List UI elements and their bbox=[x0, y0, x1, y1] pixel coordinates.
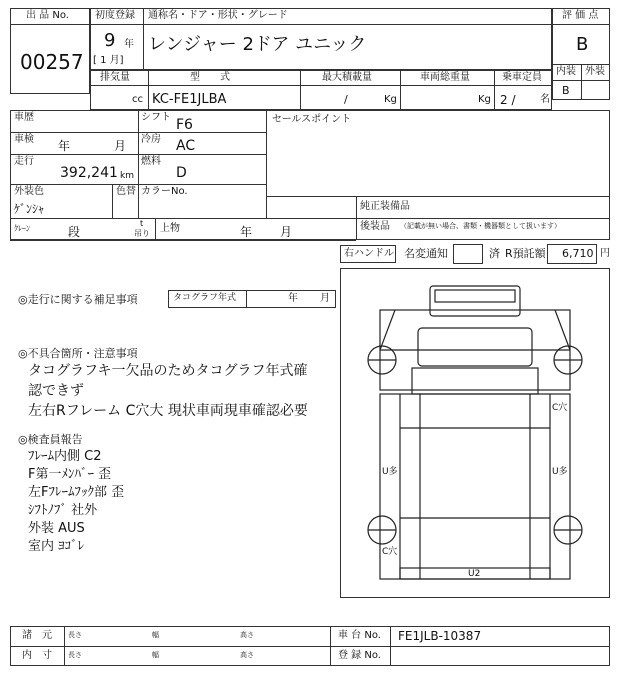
tacho-label: タコグラフ年式 bbox=[173, 293, 237, 303]
fuel-value: D bbox=[176, 165, 187, 181]
gross-weight-label: 車両総重量 bbox=[420, 72, 470, 83]
model-label: 型 式 bbox=[190, 72, 230, 83]
inspector-line-2: F第一ﾒﾝﾊﾞｰ 歪 bbox=[28, 467, 112, 482]
defects-line-1: タコグラフキ一欠品のためタコグラフ年式確 bbox=[28, 363, 308, 379]
crane-stage: 段 bbox=[68, 225, 81, 239]
mark-c-hole-left: C穴 bbox=[382, 547, 398, 557]
crane-ton-bottom: 吊り bbox=[134, 229, 150, 238]
registration-label: 登 録 No. bbox=[338, 650, 381, 661]
fuel-label: 燃料 bbox=[141, 156, 161, 167]
cc-unit: cc bbox=[132, 94, 143, 105]
inspection-month-unit: 月 bbox=[114, 139, 127, 153]
max-load-kg: Kg bbox=[384, 94, 397, 105]
mark-c-hole-right: C穴 bbox=[552, 403, 568, 413]
dims-height-label: 高さ bbox=[240, 631, 254, 639]
sales-point-label: セールスポイント bbox=[272, 114, 352, 125]
steering-text: 右ハンドル bbox=[344, 248, 394, 259]
mileage-label: 走行 bbox=[14, 156, 34, 167]
reg-month: [ 1 月] bbox=[93, 55, 124, 66]
inspector-line-1: ﾌﾚｰﾑ内側 C2 bbox=[28, 449, 102, 464]
aftermarket-note: （記載が無い場合、書類・機器類として扱います） bbox=[400, 222, 561, 230]
defects-title: ◎不具合箇所・注意事項 bbox=[18, 347, 138, 360]
interior-dims-label: 内 寸 bbox=[22, 650, 52, 661]
name-label: 通称名・ドア・形状・グレード bbox=[148, 10, 288, 21]
crane-year-unit: 年 bbox=[240, 225, 253, 239]
supplement-title: ◎走行に関する補足事項 bbox=[18, 293, 138, 306]
tacho-year-unit: 年 bbox=[288, 293, 298, 304]
shift-value: F6 bbox=[176, 117, 193, 133]
displacement-label: 排気量 bbox=[100, 72, 130, 83]
dims-length-label: 長さ bbox=[68, 631, 82, 639]
mark-u-many-right: U多 bbox=[552, 467, 568, 477]
inspector-line-4: ｼﾌﾄﾉﾌﾞ 社外 bbox=[28, 503, 98, 518]
max-load-label: 最大積載量 bbox=[322, 72, 372, 83]
genuine-label: 純正装備品 bbox=[360, 201, 410, 212]
recycle-label: R預託額 bbox=[505, 247, 546, 260]
defects-line-3: 左右Rフレーム C穴大 現状車両現車確認必要 bbox=[28, 403, 308, 419]
car-name: レンジャー 2ドア ユニック bbox=[148, 34, 367, 55]
truck-windshield bbox=[418, 328, 532, 366]
recycle-amount: 6,710 bbox=[562, 247, 594, 260]
crane-ton-top: t bbox=[140, 219, 144, 228]
reg-year: 9 bbox=[104, 30, 116, 51]
km-unit: km bbox=[120, 171, 134, 181]
mark-u-many-left: U多 bbox=[382, 467, 398, 477]
inspector-line-6: 室内 ﾖｺﾞﾚ bbox=[28, 539, 85, 554]
shift-label: シフト bbox=[141, 112, 171, 123]
capacity-label: 乗車定員 bbox=[502, 72, 542, 83]
ac-label: 冷房 bbox=[141, 134, 161, 145]
chassis-label: 車 台 No. bbox=[338, 630, 381, 641]
dims-width-label: 幅 bbox=[152, 631, 159, 639]
truck-bed-outline bbox=[380, 394, 570, 579]
dims-label: 諸 元 bbox=[22, 630, 52, 641]
score-label: 評 価 点 bbox=[562, 10, 599, 21]
history-label: 車歴 bbox=[14, 112, 34, 123]
crane-label: ｸﾚｰﾝ bbox=[14, 224, 30, 233]
aftermarket-label: 後装品 bbox=[360, 221, 390, 232]
inner-height-label: 高さ bbox=[240, 651, 254, 659]
crane-month-unit: 月 bbox=[280, 225, 293, 239]
mileage-value: 392,241 bbox=[60, 165, 118, 181]
color-value: ｹﾞﾝｼｬ bbox=[14, 202, 45, 216]
tacho-month-unit: 月 bbox=[320, 293, 330, 304]
mark-u2-bottom: U2 bbox=[468, 569, 481, 579]
inspector-title: ◎検査員報告 bbox=[18, 433, 83, 446]
inner-width-label: 幅 bbox=[152, 651, 159, 659]
gross-kg: Kg bbox=[478, 94, 491, 105]
max-load-value: / bbox=[344, 93, 348, 106]
color-change-label: 色替 bbox=[116, 186, 136, 197]
exterior-label: 外装 bbox=[585, 66, 605, 77]
lot-number: 00257 bbox=[20, 50, 84, 74]
interior-label: 内装 bbox=[556, 66, 576, 77]
name-change-label: 名変通知 bbox=[404, 247, 448, 260]
truck-diagram bbox=[340, 268, 610, 598]
ac-value: AC bbox=[176, 138, 196, 154]
recycle-prefix: 済 bbox=[489, 247, 500, 260]
inspector-line-3: 左Fﾌﾚｰﾑﾌｯｸ部 歪 bbox=[28, 485, 125, 500]
color-label: 外装色 bbox=[14, 186, 44, 197]
recycle-unit: 円 bbox=[600, 248, 610, 259]
inspection-label: 車検 bbox=[14, 134, 34, 145]
color-no-label: カラーNo. bbox=[141, 186, 188, 197]
lot-label: 出 品 No. bbox=[26, 10, 69, 21]
inspection-year-unit: 年 bbox=[58, 139, 71, 153]
interior-grade: B bbox=[562, 84, 570, 97]
inner-length-label: 長さ bbox=[68, 651, 82, 659]
capacity-unit: 名 bbox=[540, 94, 550, 105]
defects-line-2: 認できず bbox=[28, 383, 84, 399]
inspector-line-5: 外装 AUS bbox=[28, 521, 85, 536]
model-code: KC-FE1JLBA bbox=[152, 92, 227, 107]
score-value: B bbox=[576, 34, 589, 55]
crane-installed-label: 上物 bbox=[160, 223, 180, 234]
year-unit: 年 bbox=[124, 39, 134, 50]
name-change-box bbox=[453, 244, 483, 264]
capacity-value: 2 / bbox=[500, 93, 516, 107]
chassis-value: FE1JLB-10387 bbox=[398, 629, 482, 643]
reg-label: 初度登録 bbox=[95, 10, 135, 21]
